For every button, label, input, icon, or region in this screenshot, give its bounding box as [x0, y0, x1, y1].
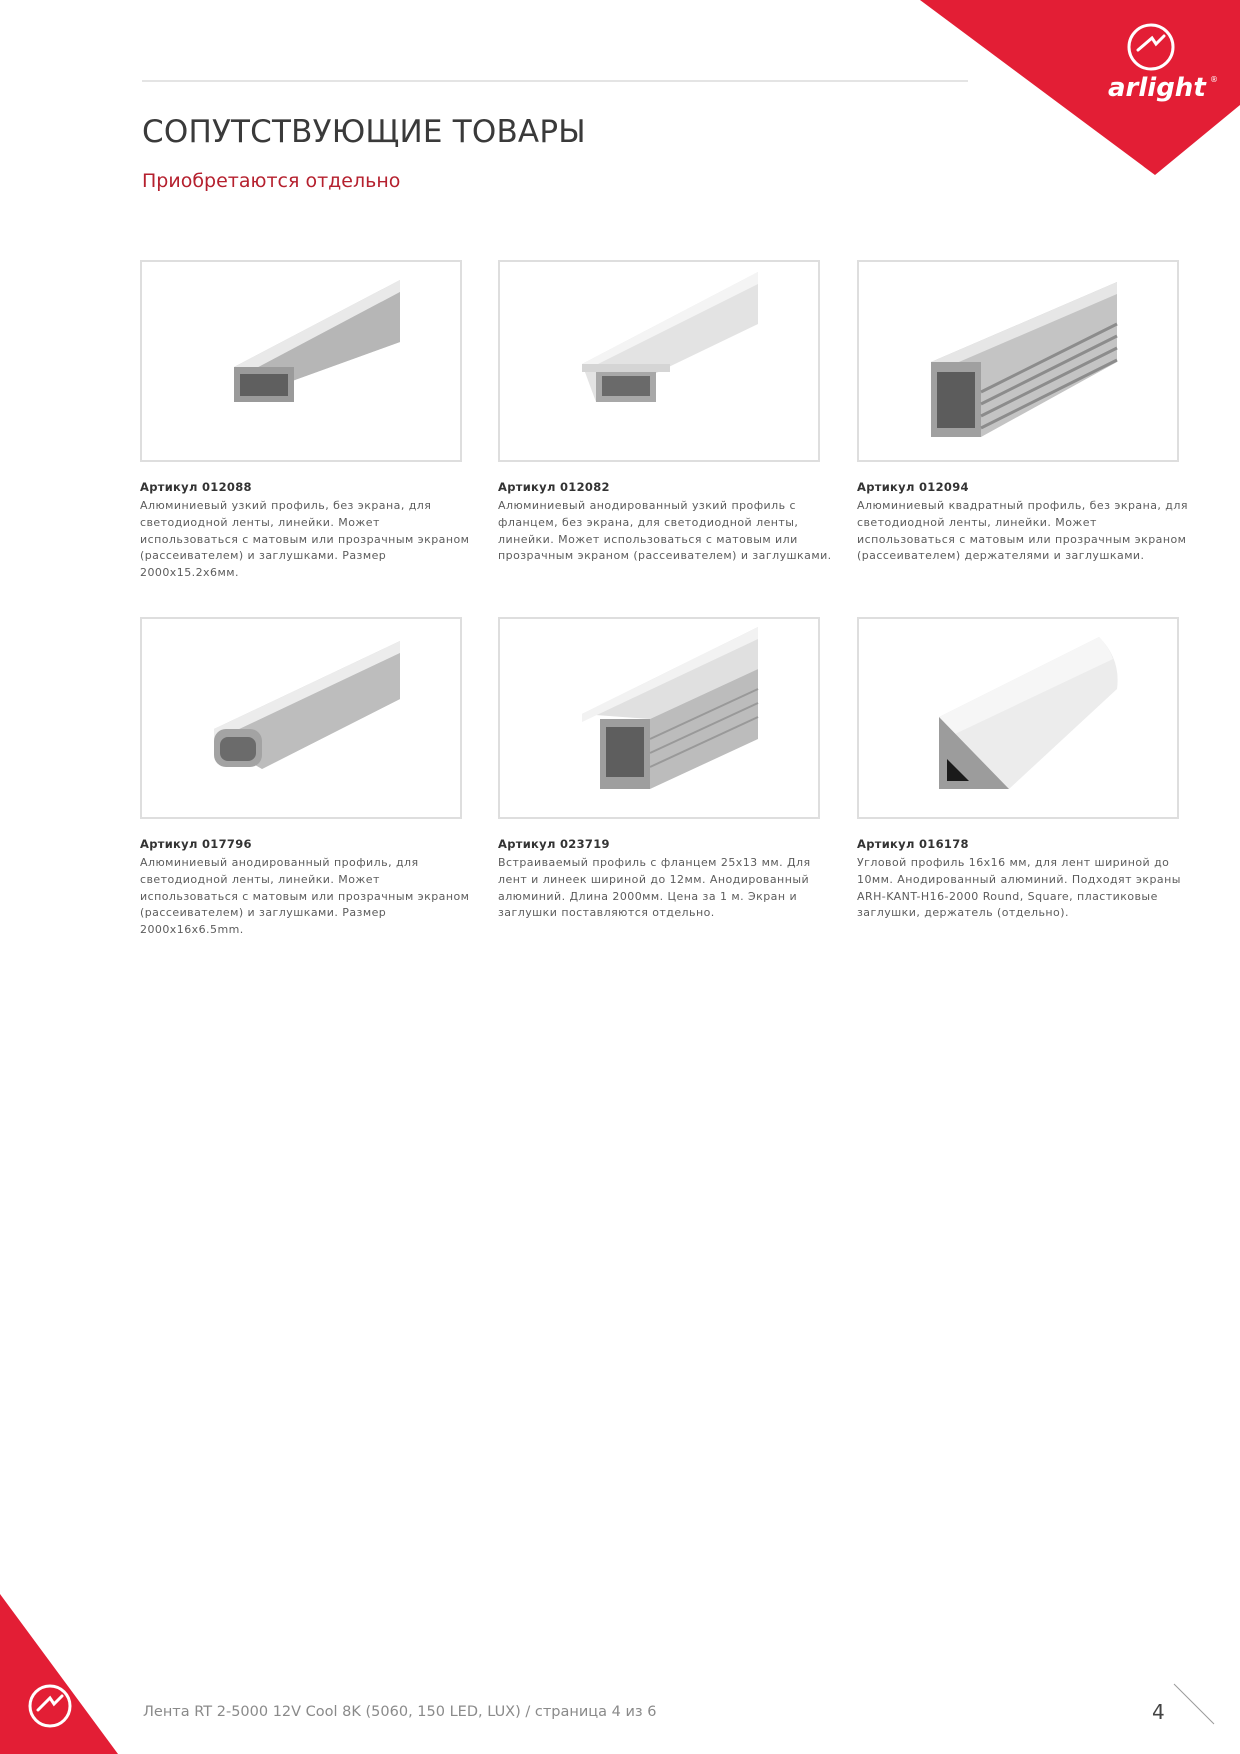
aluminum-profile-anodized-icon — [140, 617, 462, 819]
product-card[interactable] — [857, 617, 1197, 922]
arlight-logo: arlight — [1108, 73, 1206, 103]
page-subtitle: Приобретаются отдельно — [142, 170, 401, 192]
header-divider — [142, 80, 968, 82]
product-card[interactable] — [140, 617, 480, 939]
aluminum-profile-flange-icon — [498, 260, 820, 462]
product-description: Угловой профиль 16x16 мм, для лент шириной до 10мм. Анодированный алюминий. Подходят экраны ARH-KANT-H16-2000 Round, Square, пластиковые заглушки, держатель (отдельно). — [857, 856, 1181, 920]
product-article: Артикул 012088 — [140, 480, 252, 494]
product-description: Алюминиевый узкий профиль, без экрана, для светодиодной ленты, линейки. Может использоваться с матовым или прозрачным экраном (рассеивателем) и заглушками. Размер 2000x15.2x6мм. — [140, 499, 470, 580]
page-number: 4 — [1152, 1700, 1165, 1724]
product-description: Алюминиевый квадратный профиль, без экрана, для светодиодной ленты, линейки. Может использоваться с матовым или прозрачным экраном (рассеивателем) держателями и заглушками. — [857, 499, 1188, 563]
product-card[interactable] — [498, 260, 838, 565]
product-card[interactable] — [857, 260, 1197, 565]
product-description: Алюминиевый анодированный профиль, для светодиодной ленты, линейки. Может использоваться с матовым или прозрачным экраном (рассеивателем) и заглушками. Размер 2000x16x6.5mm. — [140, 856, 470, 937]
product-article: Артикул 023719 — [498, 837, 610, 851]
product-article: Артикул 017796 — [140, 837, 252, 851]
product-article: Артикул 012082 — [498, 480, 610, 494]
page-title: СОПУТСТВУЮЩИЕ ТОВАРЫ — [142, 114, 586, 150]
brand-corner-top-right — [920, 0, 1240, 180]
aluminum-profile-recessed-icon — [498, 617, 820, 819]
footer-document-info: Лента RT 2-5000 12V Cool 8K (5060, 150 LED, LUX) / страница 4 из 6 — [143, 1704, 657, 1720]
product-description: Встраиваемый профиль с фланцем 25x13 мм. Для лент и линеек шириной до 12мм. Анодированный алюминий. Длина 2000мм. Цена за 1 м. Экран и заглушки поставляются отдельно. — [498, 856, 811, 920]
product-article: Артикул 012094 — [857, 480, 969, 494]
product-description: Алюминиевый анодированный узкий профиль с фланцем, без экрана, для светодиодной ленты, линейки. Может использоваться с матовым или прозрачным экраном (рассеивателем) и заглушками. — [498, 499, 832, 563]
product-card[interactable] — [140, 260, 480, 582]
aluminum-profile-narrow-icon — [140, 260, 462, 462]
aluminum-profile-square-icon — [857, 260, 1179, 462]
aluminum-profile-corner-icon — [857, 617, 1179, 819]
page-corner-line — [1172, 1682, 1216, 1726]
svg-text:®: ® — [1210, 75, 1218, 84]
brand-corner-bottom-left — [0, 1594, 120, 1754]
product-article: Артикул 016178 — [857, 837, 969, 851]
product-card[interactable] — [498, 617, 838, 922]
